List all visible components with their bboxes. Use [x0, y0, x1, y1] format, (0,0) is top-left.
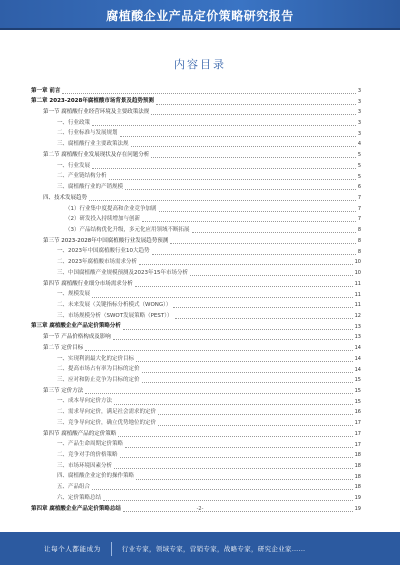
table-of-contents [31, 86, 361, 515]
toc-entry[interactable] [31, 322, 361, 333]
toc-entry[interactable] [31, 408, 361, 419]
toc-page-number: 3 [357, 98, 361, 105]
toc-page-number: 16 [354, 409, 361, 416]
toc-entry-text: 四、腐植酸企业定价的操作策略 [57, 473, 135, 480]
toc-entry[interactable] [31, 140, 361, 151]
toc-entry[interactable] [31, 300, 361, 311]
toc-page-number: 6 [357, 184, 361, 191]
toc-entry[interactable] [31, 375, 361, 386]
toc-page-number: 18 [354, 473, 361, 480]
toc-entry[interactable] [31, 343, 361, 354]
toc-entry[interactable] [31, 493, 361, 504]
toc-page-number: 3 [357, 120, 361, 127]
toc-leader-dots [62, 89, 355, 94]
toc-leader-dots [109, 175, 356, 180]
toc-leader-dots [114, 464, 353, 469]
header-divider [0, 28, 400, 30]
toc-page-number: 4 [357, 141, 361, 148]
toc-entry[interactable] [31, 461, 361, 472]
toc-entry[interactable] [31, 247, 361, 258]
toc-entry-text: 第一章 前言 [31, 87, 61, 94]
toc-entry[interactable] [31, 225, 361, 236]
toc-page-number: 3 [357, 130, 361, 137]
toc-entry[interactable] [31, 279, 361, 290]
toc-entry-text: 二、提高市场占有率为目标的定价 [57, 366, 140, 373]
toc-page-number: 8 [357, 227, 361, 234]
toc-entry[interactable] [31, 483, 361, 494]
toc-leader-dots [92, 293, 353, 298]
toc-page-number: 8 [357, 237, 361, 244]
toc-entry-text: （1）行业集中度提高和企业竞争加剧 [65, 205, 157, 212]
toc-leader-dots [114, 400, 353, 405]
toc-page-number: 12 [354, 312, 361, 319]
toc-page-number: 3 [357, 87, 361, 94]
toc-page-number: 17 [354, 430, 361, 437]
toc-leader-dots [190, 271, 353, 276]
toc-page-number: 3 [357, 109, 361, 116]
toc-leader-dots [175, 314, 353, 319]
toc-entry[interactable] [31, 107, 361, 118]
toc-page-number: 7 [357, 195, 361, 202]
toc-leader-dots [85, 389, 352, 394]
toc-entry-text: 第一节 产品价格构成及影响 [43, 334, 111, 341]
toc-entry[interactable] [31, 258, 361, 269]
toc-leader-dots [131, 142, 356, 147]
toc-entry-text: 二、未来发展（关键指标分析模式（WONG）） [57, 301, 172, 308]
toc-entry[interactable] [31, 182, 361, 193]
toc-leader-dots [89, 196, 356, 201]
toc-page-number: 15 [354, 377, 361, 384]
toc-entry-text: 一、实现利润最大化的定价目标 [57, 355, 135, 362]
toc-entry[interactable] [31, 268, 361, 279]
toc-page-number: 15 [354, 398, 361, 405]
toc-page-number: 5 [357, 162, 361, 169]
toc-entry[interactable] [31, 129, 361, 140]
toc-leader-dots [159, 207, 356, 212]
toc-entry-text: 第三节 定价方法 [43, 387, 84, 394]
toc-leader-dots [92, 485, 353, 490]
toc-entry-text: 二、需求导向定价，满足社会需求的定价 [57, 409, 157, 416]
toc-entry[interactable] [31, 397, 361, 408]
toc-entry-text: 二、竞争对手的价格策略 [57, 452, 118, 459]
toc-entry-text: 五、产品组合 [57, 484, 91, 491]
toc-entry-text: 三、腐植酸行业的产销规模 [57, 184, 124, 191]
toc-entry-text: 三、市场规模分析（SWOT发展策略（PEST）） [57, 312, 173, 319]
toc-entry[interactable] [31, 472, 361, 483]
toc-leader-dots [125, 185, 356, 190]
toc-entry[interactable] [31, 418, 361, 429]
toc-entry-text: 一、产品生命周期定价策略 [57, 441, 124, 448]
header-banner [0, 0, 400, 30]
toc-leader-dots [123, 325, 353, 330]
toc-entry-text: 二、2023年腐植酸市场需求分析 [57, 259, 137, 266]
toc-entry[interactable] [31, 429, 361, 440]
toc-page-number: 15 [354, 387, 361, 394]
toc-leader-dots [85, 346, 352, 351]
toc-entry-text: 第二章 2023-2028年腐植酸市场背景及趋势预测 [31, 98, 154, 105]
toc-page-number: 14 [354, 355, 361, 362]
toc-page-number: 18 [354, 452, 361, 459]
toc-entry-text: 三、中国腐植酸产业规模预测及2023年15年市场分析 [57, 269, 188, 276]
toc-entry[interactable] [31, 354, 361, 365]
toc-page-number: 19 [354, 505, 361, 512]
toc-page-number: 7 [357, 205, 361, 212]
toc-entry-text: （2）研发投入持续增加与创新 [65, 216, 141, 223]
report-title: 腐植酸企业产品定价策略研究报告 [106, 8, 294, 23]
toc-page-number: 11 [354, 302, 361, 309]
toc-page-number: 14 [354, 366, 361, 373]
footer-slogan: 让每个人都能成为 [44, 545, 101, 553]
toc-entry-text: 三、腐植酸行业主要政策法规 [57, 141, 129, 148]
toc-page-number: 10 [354, 270, 361, 277]
toc-entry-text: 一、规模发展 [57, 291, 91, 298]
toc-entry-text: 第二节 腐植酸行业发展现状及存在问题分析 [43, 151, 150, 158]
toc-entry-text: 第三章 腐植酸企业产品定价策略分析 [31, 323, 121, 330]
toc-leader-dots [103, 496, 353, 501]
toc-leader-dots [118, 432, 352, 437]
toc-page-number: 17 [354, 441, 361, 448]
footer-banner [0, 532, 400, 565]
toc-page-number: 7 [357, 216, 361, 223]
toc-entry[interactable] [31, 333, 361, 344]
toc-leader-dots [139, 260, 353, 265]
toc-leader-dots [170, 239, 356, 244]
toc-entry-text: 第四章 腐植酸企业产品定价策略总结 [31, 505, 121, 512]
toc-leader-dots [192, 228, 356, 233]
toc-entry-text: 第三节 2023-2028年中国腐植酸行业发展趋势预测 [43, 237, 169, 244]
toc-entry-text: 三、竞争导向定价，确立优势地位的定价 [57, 419, 157, 426]
toc-page-number: 18 [354, 484, 361, 491]
toc-entry-text: 一、成本导向定价方法 [57, 398, 113, 405]
toc-entry[interactable] [31, 204, 361, 215]
toc-page-number: 11 [354, 280, 361, 287]
toc-entry-text: 一、行业发展 [57, 162, 91, 169]
footer-divider [111, 542, 112, 556]
toc-entry-text: 第二节 定价目标 [43, 344, 84, 351]
toc-leader-dots [158, 421, 353, 426]
toc-entry-text: 第四节 腐植酸产品的定价策略 [43, 430, 117, 437]
toc-entry-text: 第一节 腐植酸行业经营环境及主要政策法规 [43, 109, 150, 116]
toc-page-number: 17 [354, 420, 361, 427]
toc-leader-dots [92, 164, 356, 169]
toc-leader-dots [173, 303, 352, 308]
toc-page-number: 13 [354, 323, 361, 330]
toc-heading: 内容目录 [174, 58, 226, 71]
toc-entry-text: 第四节 腐植酸行业细分市场需求分析 [43, 280, 133, 287]
toc-page-number: 13 [354, 334, 361, 341]
toc-entry[interactable] [31, 86, 361, 97]
toc-entry[interactable] [31, 440, 361, 451]
toc-page-number: 14 [354, 345, 361, 352]
toc-entry[interactable] [31, 97, 361, 108]
toc-entry[interactable] [31, 172, 361, 183]
toc-entry[interactable] [31, 311, 361, 322]
toc-leader-dots [92, 121, 356, 126]
toc-page-number: 18 [354, 463, 361, 470]
toc-entry-text: （3）产品结构优化升级，多元化应用领域不断拓展 [65, 226, 190, 233]
toc-entry-text: 六、定价策略总结 [57, 494, 102, 501]
toc-leader-dots [120, 132, 356, 137]
toc-leader-dots [151, 110, 356, 115]
toc-entry-text: 三、市场环境因素分析 [57, 462, 113, 469]
toc-entry[interactable] [31, 450, 361, 461]
toc-leader-dots [142, 217, 356, 222]
toc-leader-dots [113, 335, 353, 340]
toc-leader-dots [120, 453, 353, 458]
toc-leader-dots [156, 100, 356, 105]
toc-leader-dots [136, 475, 353, 480]
page-number: -2- [196, 506, 204, 512]
toc-leader-dots [158, 410, 353, 415]
toc-entry[interactable] [31, 118, 361, 129]
toc-leader-dots [142, 378, 353, 383]
toc-page-number: 19 [354, 495, 361, 502]
toc-entry[interactable] [31, 215, 361, 226]
toc-entry[interactable] [31, 161, 361, 172]
toc-entry[interactable] [31, 150, 361, 161]
toc-page-number: 5 [357, 173, 361, 180]
toc-page-number: 5 [357, 152, 361, 159]
toc-entry[interactable] [31, 365, 361, 376]
toc-entry[interactable] [31, 290, 361, 301]
footer-tagline: 行业专家，领域专家，营销专家，战略专家，研究企业家…… [121, 545, 306, 553]
toc-entry[interactable] [31, 386, 361, 397]
toc-page-number: 11 [354, 291, 361, 298]
toc-entry[interactable] [31, 193, 361, 204]
toc-leader-dots [135, 282, 353, 287]
toc-entry-text: 二、行业标准与发展规划 [57, 130, 118, 137]
toc-entry-text: 一、行业政策 [57, 119, 91, 126]
toc-entry-text: 三、应对和防止竞争为目标的定价 [57, 377, 140, 384]
toc-leader-dots [152, 250, 356, 255]
toc-leader-dots [125, 443, 353, 448]
toc-entry[interactable] [31, 236, 361, 247]
toc-leader-dots [136, 357, 353, 362]
toc-entry-text: 四、技术发展趋势 [43, 194, 88, 201]
toc-entry-text: 二、产业链结构分析 [57, 173, 107, 180]
toc-page-number: 10 [354, 259, 361, 266]
toc-leader-dots [142, 368, 353, 373]
toc-page-number: 8 [357, 248, 361, 255]
toc-entry-text: 一、2023年中国腐植酸行业10大趋势 [57, 248, 150, 255]
toc-leader-dots [151, 153, 356, 158]
